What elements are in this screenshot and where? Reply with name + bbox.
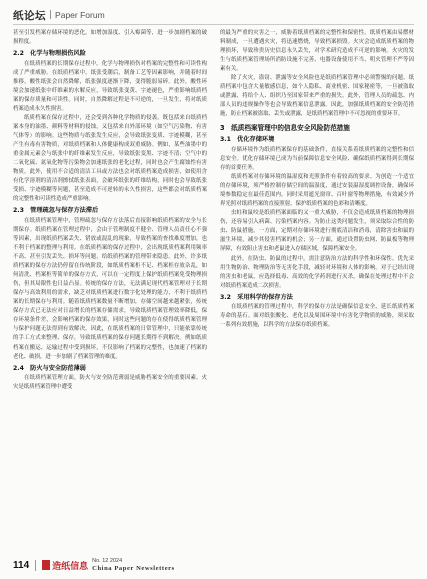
logo-text: 造纸信息 — [52, 561, 89, 572]
paragraph: 在纸质档案管理方面，防火与安全防范薄弱是威胁档案安全的重要因素。火灾是纸质档案管理中遭受 — [13, 375, 207, 391]
paragraph: 在纸质档案的长期保存过程中，化学与物理损伤对档案的完整性和可读性构成了严重威胁。在纸质档案中，纸张受潮后，制备工艺等因素影响，并随着时间推移，酸性纸张会自然降解，纸张强度逐渐下降，变得脆弱易碎。此外，酸性环境会加速纸张中纤维素的水解反应，导致纸张变黄、字迹褪色，严重影响纸质档案的保存质量和可读性。同时，自然降解过程是不可逆的，一旦发生，将对纸质档案造成永久性损害。 — [13, 60, 207, 112]
page-number: 114 — [13, 559, 30, 571]
header-separator: | — [49, 10, 53, 20]
paragraph: 在纸质档案的管理过程中，科学的保存方法是确保信息安全、延长纸质档案寿命的基石。面对纸张酸化、老化以及周围环境中有害化学物质的威胁，须采取一系列有效措施，以科学的方法保存纸质档案。 — [220, 304, 414, 329]
paragraph: 此外，在防虫、防鼠的过程中，需注意防治方法的科学性和环保性。优先采用生物防治、物理防治等无害化手段，减轻对环境和人体的影响。对于已经出现的害虫和老鼠，应选择低毒、高效的化学药剂进行灭杀，确保在处理过程中不会对纸质档案造成二次损害。 — [220, 255, 414, 289]
logo-mark-icon — [42, 560, 50, 570]
header-rule — [13, 24, 414, 25]
section-heading-3-2: 3.2 采用科学的保存方法 — [220, 293, 293, 301]
left-column — [13, 29, 207, 392]
section-heading-2-4: 2.4 防火与安全防范薄弱 — [13, 364, 86, 372]
section-heading-2-3: 2.3 管理疏忽与保存方法滞后 — [13, 207, 99, 215]
right-column — [220, 29, 414, 330]
page-footer — [13, 557, 414, 573]
journal-logo — [42, 559, 88, 572]
journal-info — [92, 558, 175, 572]
paragraph: 虫蛀和鼠咬是纸质档案面临的又一重大威胁，不仅会造成纸质档案的物理损伤，还容易引入病菌、污染档案内容。为防止这类问题发生，须采取综合性的防虫、防鼠措施。一方面，定期对存储环境进行彻底清洁和消毒，清除害虫和鼠的滋生环境，减少其侵害档案的机会；另一方面，通过设置防虫网、防鼠板等物理屏障，有效阻止害虫和老鼠进入存储区域，保障档案安全。 — [220, 210, 414, 253]
page-header — [13, 8, 105, 22]
journal-title: China Paper Newsletters — [92, 565, 175, 572]
forum-title-zh: 纸论坛 — [13, 9, 46, 22]
paragraph: 的最为严重的灾害之一，威胁着纸质档案的完整性和保密性。纸质档案由易燃材料制成，一旦遭遇火灾，将迅速燃烧，导致档案损毁。火灾会造成纸质档案的物理损坏，导致珍贵历史信息永久丢失，对学术研究造成不可逆的影响。火灾的发生与纸质档案管理场所消防设施不完善、电器设备使用不当、明火管理不严等因素有关。 — [220, 30, 414, 73]
paragraph: 纸质档案对存储环境的温湿度和光照条件有着较高的要求。为创造一个适宜的存储环境，须严格控制存储空间的温湿度，通过安装温湿度调控设备，确保环境参数稳定在最佳范围内。同时采用遮光窗帘、百叶窗等物理措施，有效减少外界光照对纸质档案的直接照射，保护纸质档案的色彩和清晰度。 — [220, 174, 414, 208]
forum-title-en: Paper Forum — [55, 10, 105, 20]
section-heading-2-2: 2.2 化学与物理损伤风险 — [13, 50, 86, 58]
paragraph: 除了火灾，盗窃、泄露等安全风险也是纸质档案管理中必须警惕的问题。纸质档案中包含大量敏感信息，如个人隐私、商业机密、国家秘密等，一旦被盗取或泄露，将给个人、组织乃至国家带来严重的损失。此外，管理人员的疏忽、内部人员的违规操作等也会导致档案信息泄露。因此，加强纸质档案的安全防范措施，防止档案被盗取、丢失或泄露，是纸质档案管理中不可忽视的重要环节。 — [220, 75, 414, 118]
section-heading-3: 3 纸质档案管理中的信息安全风险防范措施 — [220, 124, 350, 133]
issue-number: No. 12 2024 — [92, 558, 123, 564]
paragraph: 在纸质档案管理中，管理疏忽与保存方法落后直接影响纸质档案的安全与长期保存。纸质档案在管理过程中，会由于管理制度不健全、管理人员责任心不强等因素，出现纸质档案丢失、错放或混乱的现象，导致档案的查找难度增加，也不利于档案的整理与利用。在纸质档案的保存过程中，会出现纸质档案利用频率不高、甚至引发丢失、损坏等问题，给纸质档案的管理带来隐患。此外，许多纸质档案的保存方法仍停留在传统阶段，如纸质档案柜不足、档案柜存放杂乱，如何清洗、档案柜等简单的保存方式，可以在一定程度上保护纸质档案免受物理损伤，但其局限性也日益凸显。传统的保存方法，无法满足现代档案管理对于长期保存与高效利用的需求，缺乏对纸质档案进行数字化处理的能力，不利于纸质档案的长期保存与利用。随着纸质档案数量不断增加，存储空间越来越紧张，传统保存方式已无法应对日益增长的档案存储需求，导致纸质档案管理效率降低，保存环境条件差，会影响档案的保存效果，同时这些问题的存在使得纸质档案管理与保护问题无法得到有效解决。因此，在纸质档案的日常管理中，只能依靠传统的手工方式来整理、保存，导致纸质档案的保存问题长期得不到解决。例如纸质档案在搬运、运输过程中受到损坏，不仅影响了档案的完整性，也加速了档案的老化、破损，进一步加剧了档案管理的难度。 — [13, 217, 207, 360]
paragraph: 存储环境作为纸质档案保存的基础条件，直接关系着纸质档案的完整性和信息安全。优化存储环境已成为当前保障信息安全风险、确保纸质档案得到长期保存的首要任务。 — [220, 146, 414, 172]
section-heading-3-1: 3.1 优化存储环境 — [220, 136, 275, 144]
paragraph: 甚至引发档案存储环境的恶化，如增加湿度、引入霉菌等，进一步加剧档案的破损程度。 — [13, 30, 207, 46]
paragraph: 纸质档案在保存过程中，还会受到各种化学物质的侵袭。既包括来自纸质档案本身的油墨、颜料等材料的侵蚀，又包括来自外部环境（如空气污染物、有害气体等）的影响。这些物质与纸张发生反应，会导致纸张变质、字迹模糊，甚至产生有毒有害物质，对纸质档案和人体健康构成双重威胁。例如，某些油墨中的重金属元素会与纸张中的纤维素发生反应，导致纸张变黑、字迹不清；空气中的二氧化硫、氮氧化物等污染物会加速纸张的老化过程，同时也会产生腐蚀性有害物质。此外，使用不合适的清洁工具或方法也会对纸质档案造成损害，如使用含有化学溶剂的清洁剂擦拭纸张表面，会破坏纸张的纤维结构，同时也会导致纸张受损、字迹模糊等问题，甚至造成不可逆转的永久性损害，这些都会对纸质档案的完整性和可读性造成严重影响。 — [13, 114, 207, 203]
footer-divider — [35, 560, 36, 571]
